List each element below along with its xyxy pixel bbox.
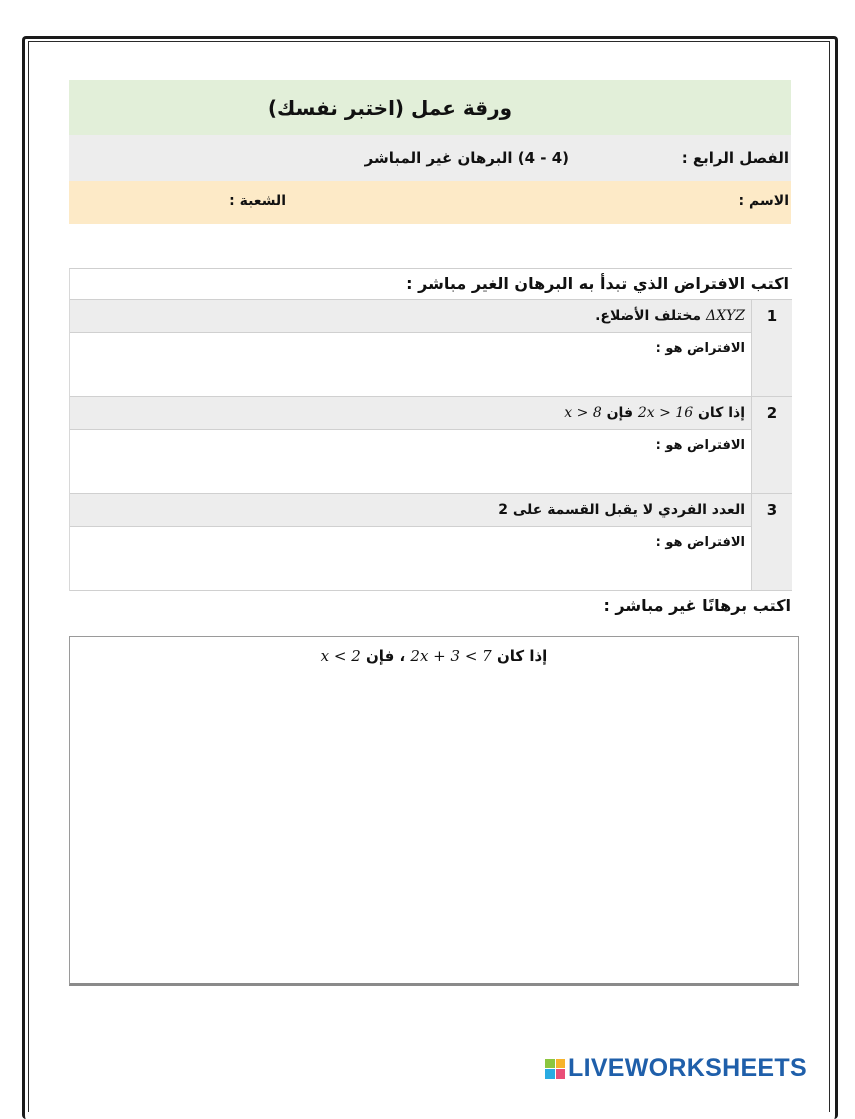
question-statement [70,397,751,430]
math-expression: 2x > 16 [637,405,694,421]
math-expression: 2x + 3 < 7 [410,647,492,665]
chapter-topic: (4 - 4) البرهان غير المباشر [364,149,569,167]
question-number: 3 [751,494,792,590]
chapter-label: الفصل الرابع : [681,149,789,167]
proof-answer-box[interactable] [69,636,799,986]
answer-field[interactable] [70,430,751,493]
answer-label: الافتراض هو : [655,438,745,453]
math-expression: ΔXYZ [705,308,745,324]
proof-instruction: اكتب برهانًا غير مباشر : [603,596,791,615]
proof-statement [70,647,798,665]
page-title: ورقة عمل (اختبر نفسك) [267,95,513,120]
name-bar [69,181,791,224]
proof-mid: ، فإن [360,647,411,665]
proof-prefix: إذا كان [491,647,548,665]
name-label: الاسم : [738,193,789,209]
question-row [70,300,792,397]
math-expression: x > 8 [564,405,602,421]
liveworksheets-logo-icon [545,1059,565,1079]
question-row [70,494,792,591]
answer-label: الافتراض هو : [655,535,745,550]
statement-text: العدد الفردي لا يقبل القسمة على 2 [498,502,745,518]
answer-field[interactable] [70,527,751,590]
answer-field[interactable] [70,333,751,396]
section-label: الشعبة : [229,193,286,209]
answer-label: الافتراض هو : [655,341,745,356]
questions-table [69,268,792,591]
question-statement [70,494,751,527]
liveworksheets-brand [545,1054,807,1083]
brand-name: LIVEWORKSHEETS [568,1054,807,1082]
statement-text: مختلف الأضلاع. [595,308,706,324]
question-number: 1 [751,300,792,396]
question-statement [70,300,751,333]
questions-instruction: اكتب الافتراض الذي تبدأ به البرهان الغير مباشر : [70,269,792,300]
statement-mid: فإن [601,405,638,421]
question-row [70,397,792,494]
statement-prefix: إذا كان [693,405,745,421]
chapter-bar [69,135,791,181]
math-expression: x < 2 [320,647,361,665]
title-bar [69,80,791,135]
worksheet-header [69,80,791,224]
question-number: 2 [751,397,792,493]
